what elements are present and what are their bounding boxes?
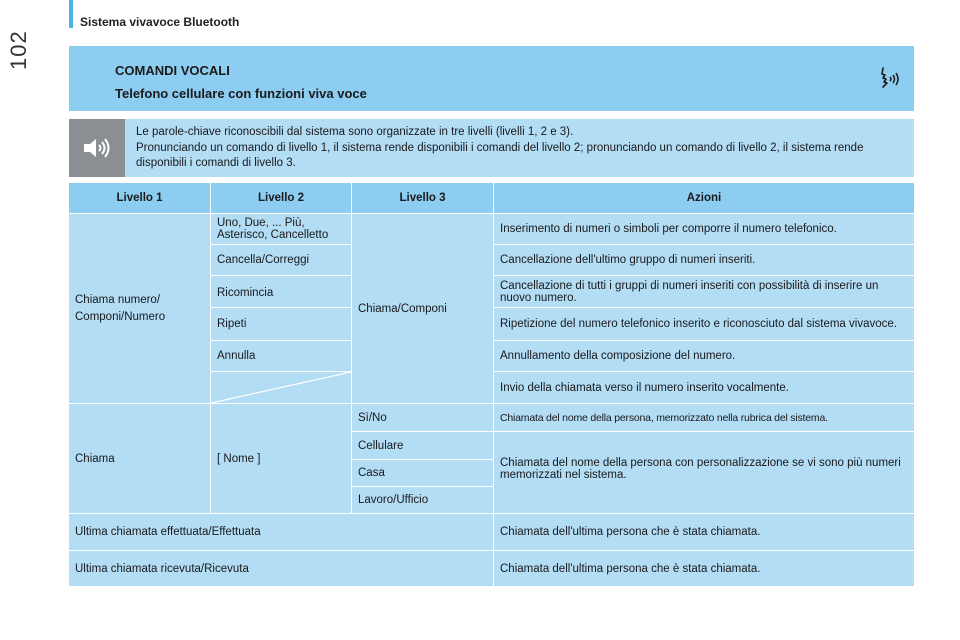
action-cell: Chiamata dell'ultima persona che è stata chiamata. bbox=[494, 551, 914, 586]
intro-panel bbox=[69, 119, 914, 177]
command-last-received: Ultima chiamata ricevuta/Ricevuta bbox=[69, 551, 493, 586]
action-cell: Chiamata dell'ultima persona che è stata chiamata. bbox=[494, 514, 914, 550]
col-header-level1: Livello 1 bbox=[69, 183, 210, 213]
level2-cell: Ripeti bbox=[211, 308, 351, 340]
speaker-icon bbox=[69, 119, 125, 177]
level3-option: Casa bbox=[352, 460, 493, 486]
intro-text bbox=[136, 125, 906, 172]
level1-chiama: Chiama bbox=[69, 404, 210, 513]
level1-chiama-numero: Chiama numero/ Componi/Numero bbox=[69, 214, 210, 403]
section-subtitle: Telefono cellulare con funzioni viva voce bbox=[115, 86, 367, 101]
col-header-level2: Livello 2 bbox=[211, 183, 351, 213]
running-title: Sistema vivavoce Bluetooth bbox=[80, 15, 240, 29]
command-last-dialed: Ultima chiamata effettuata/Effettuata bbox=[69, 514, 493, 550]
action-cell: Annullamento della composizione del numero. bbox=[494, 341, 914, 371]
intro-line-1: Le parole-chiave riconoscibili dal sistema sono organizzate in tre livelli (livelli 1, 2 e 3). bbox=[136, 126, 574, 138]
level2-empty-cell bbox=[211, 372, 351, 403]
action-cell: Inserimento di numeri o simboli per comporre il numero telefonico. bbox=[494, 214, 914, 244]
empty-cell-diagonal bbox=[211, 372, 351, 403]
action-cell: Chiamata del nome della persona con personalizzazione se vi sono più numeri memorizzati nel sistema. bbox=[494, 432, 914, 513]
voice-command-icon bbox=[878, 66, 900, 95]
page-number: 102 bbox=[6, 30, 31, 70]
level3-option: Lavoro/Ufficio bbox=[352, 487, 493, 513]
intro-line-2: Pronunciando un comando di livello 1, il sistema rende disponibili i comandi del livello 2; pronunciando un comando di livello 2, il sistema rende disponibili i comandi di livello 3. bbox=[136, 141, 864, 169]
action-cell: Invio della chiamata verso il numero inserito vocalmente. bbox=[494, 372, 914, 403]
col-header-level3: Livello 3 bbox=[352, 183, 493, 213]
action-cell: Cancellazione di tutti i gruppi di numeri inseriti con possibilità di inserire un nuovo numero. bbox=[494, 276, 914, 307]
section-header bbox=[69, 46, 914, 111]
action-cell: Chiamata del nome della persona, memorizzato nella rubrica del sistema. bbox=[494, 404, 914, 431]
action-cell: Cancellazione dell'ultimo gruppo di numeri inseriti. bbox=[494, 245, 914, 275]
level3-option: Cellulare bbox=[352, 432, 493, 459]
level2-cell: Annulla bbox=[211, 341, 351, 371]
level3-si-no: Sì/No bbox=[352, 404, 493, 431]
section-title: COMANDI VOCALI bbox=[115, 63, 230, 78]
level2-cell: Ricomincia bbox=[211, 276, 351, 307]
level2-nome: [ Nome ] bbox=[211, 404, 351, 513]
section-marker bbox=[69, 0, 73, 28]
col-header-actions: Azioni bbox=[494, 183, 914, 213]
action-cell: Ripetizione del numero telefonico inserito e riconosciuto dal sistema vivavoce. bbox=[494, 308, 914, 340]
level2-cell: Cancella/Correggi bbox=[211, 245, 351, 275]
level3-chiama-componi: Chiama/Componi bbox=[352, 214, 493, 403]
level2-cell: Uno, Due, ... Più, Asterisco, Cancelletto bbox=[211, 214, 351, 244]
